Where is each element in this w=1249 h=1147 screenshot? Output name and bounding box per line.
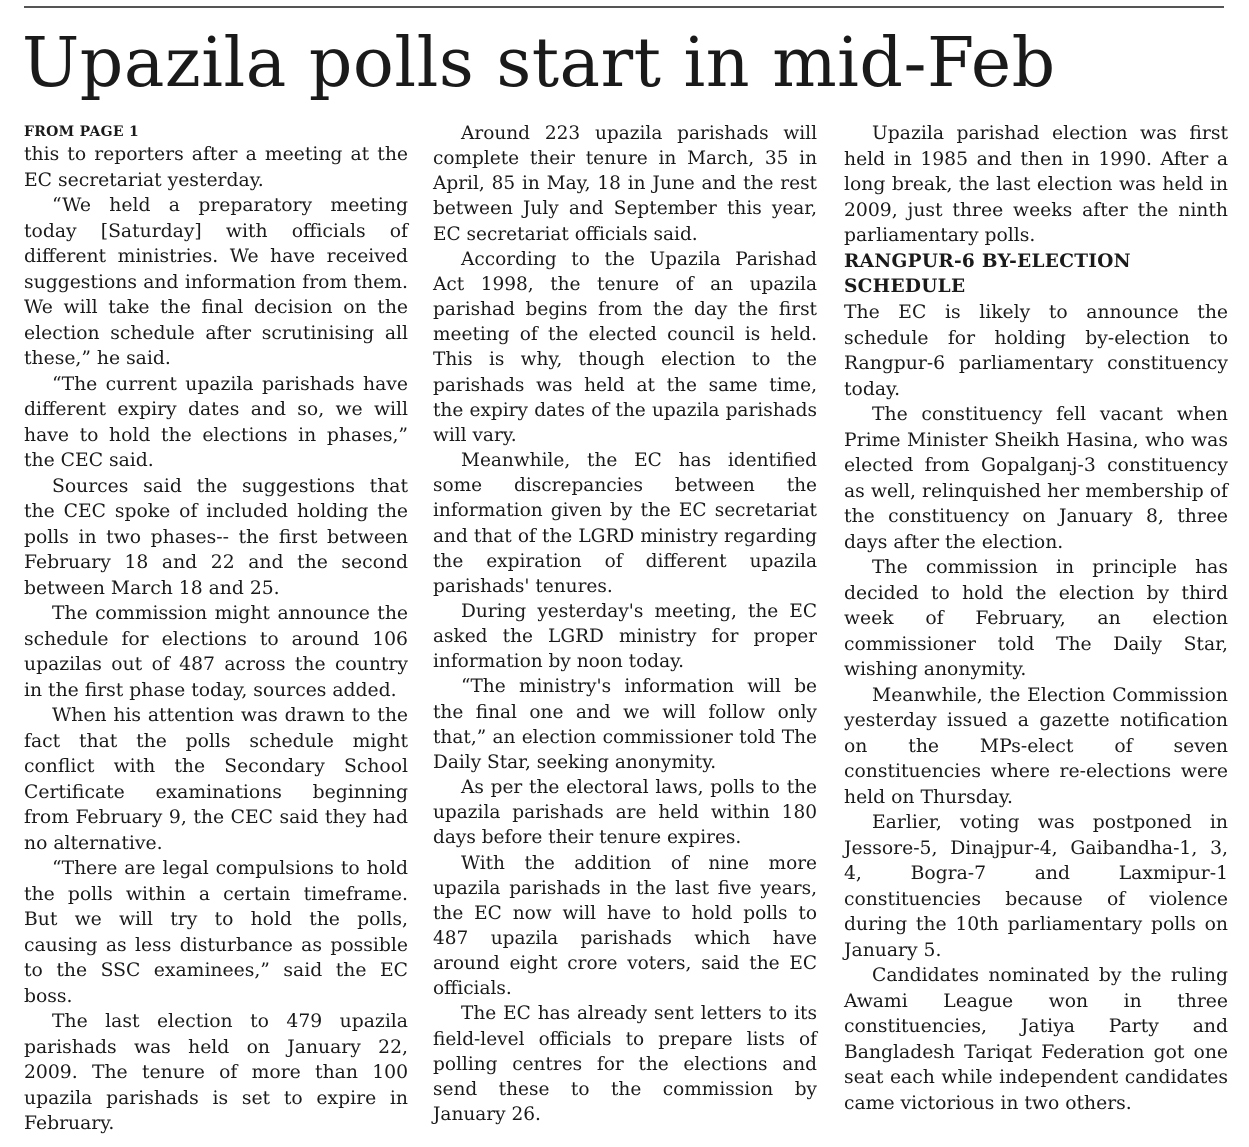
paragraph: The EC has already sent letters to its field-level officials to prepare lists of polling centres for the elections and send these to the commission by January 26.	[433, 1003, 817, 1126]
paragraph: As per the electoral laws, polls to the upazila parishads are held within 180 days before their tenure expires.	[433, 777, 817, 849]
paragraph: With the addition of nine more upazila parishads in the last five years, the EC now will have to hold polls to 487 upazila parishads which have around eight crore voters, said the EC officials.	[433, 852, 817, 1000]
paragraph: Around 223 upazila parishads will complete their tenure in March, 35 in April, 85 in May, 18 in June and the rest between July and September this year, EC secretariat officials said.	[433, 123, 817, 245]
column-3	[844, 121, 1228, 1116]
paragraph: When his attention was drawn to the fact that the polls schedule might conflict with the Secondary School Certificate examinations beginning from February 9, the CEC said they had no alternative.	[24, 705, 408, 854]
paragraph: “The ministry's information will be the final one and we will follow only that,” an election commissioner told The Daily Star, seeking anonymity.	[433, 676, 817, 773]
paragraph: Upazila parishad election was first held in 1985 and then in 1990. After a long break, the last election was held in 2009, just three weeks after the ninth parliamentary polls.	[844, 123, 1228, 246]
paragraph: “There are legal compulsions to hold the polls within a certain timeframe. But we will try to hold the polls, causing as less disturbance as possible to the SSC examinees,” said the EC boss.	[24, 858, 408, 1007]
paragraph: “We held a preparatory meeting today [Saturday] with officials of different ministries. We have received suggestions and information from them. We will take the final decision on the election schedule after scrutinising all these,” he said.	[24, 195, 408, 369]
dateline: FROM PAGE 1	[24, 124, 140, 140]
top-rule	[24, 6, 1224, 8]
column-2	[433, 121, 817, 1127]
paragraph: The commission in principle has decided to hold the election by third week of February, an election commissioner told The Daily Star, wishing anonymity.	[844, 557, 1228, 681]
paragraph: During yesterday's meeting, the EC asked the LGRD ministry for proper information by noon today.	[433, 600, 817, 673]
headline: Upazila polls start in mid-Feb	[22, 24, 1056, 103]
subheading: RANGPUR-6 BY-ELECTION SCHEDULE	[844, 250, 1131, 298]
paragraph: The constituency fell vacant when Prime Minister Sheikh Hasina, who was elected from Gopalganj-3 constituency as well, relinquished her membership of the constituency on January 8, three days after the election.	[844, 404, 1228, 553]
paragraph: Meanwhile, the Election Commission yesterday issued a gazette notification on the MPs-elect of seven constituencies where re-elections were held on Thursday.	[844, 684, 1228, 808]
paragraph: Earlier, voting was postponed in Jessore-5, Dinajpur-4, Gaibandha-1, 3, 4, Bogra-7 and Laxmipur-1 constituencies because of violence during the 10th parliamentary polls on January 5.	[844, 812, 1228, 961]
paragraph: this to reporters after a meeting at the EC secretariat yesterday.	[24, 144, 408, 191]
paragraph: “The current upazila parishads have different expiry dates and so, we will have to hold the elections in phases,” the CEC said.	[24, 373, 408, 471]
paragraph: Sources said the suggestions that the CEC spoke of included holding the polls in two phases-- the first between February 18 and 22 and the second between March 18 and 25.	[24, 475, 408, 599]
paragraph: The last election to 479 upazila parishads was held on January 22, 2009. The tenure of more than 100 upazila parishads is set to expire in February.	[24, 1011, 408, 1134]
paragraph: Candidates nominated by the ruling Awami League won in three constituencies, Jatiya Party and Bangladesh Tariqat Federation got one seat each while independent candidates came victorious in two others.	[844, 965, 1228, 1114]
paragraph: Meanwhile, the EC has identified some discrepancies between the information given by the EC secretariat and that of the LGRD ministry regarding the expiration of different upazila parishads' tenures.	[433, 450, 817, 597]
paragraph: The EC is likely to announce the schedule for holding by-election to Rangpur-6 parliamentary constituency today.	[844, 302, 1228, 400]
paragraph: The commission might announce the schedule for elections to around 106 upazilas out of 487 across the country in the first phase today, sources added.	[24, 603, 408, 701]
paragraph: According to the Upazila Parishad Act 1998, the tenure of an upazila parishad begins from the day the first meeting of the elected council is held. This is why, though election to the parishads was held at the same time, the expiry dates of the upazila parishads will vary.	[433, 248, 817, 446]
column-1	[24, 122, 408, 1137]
